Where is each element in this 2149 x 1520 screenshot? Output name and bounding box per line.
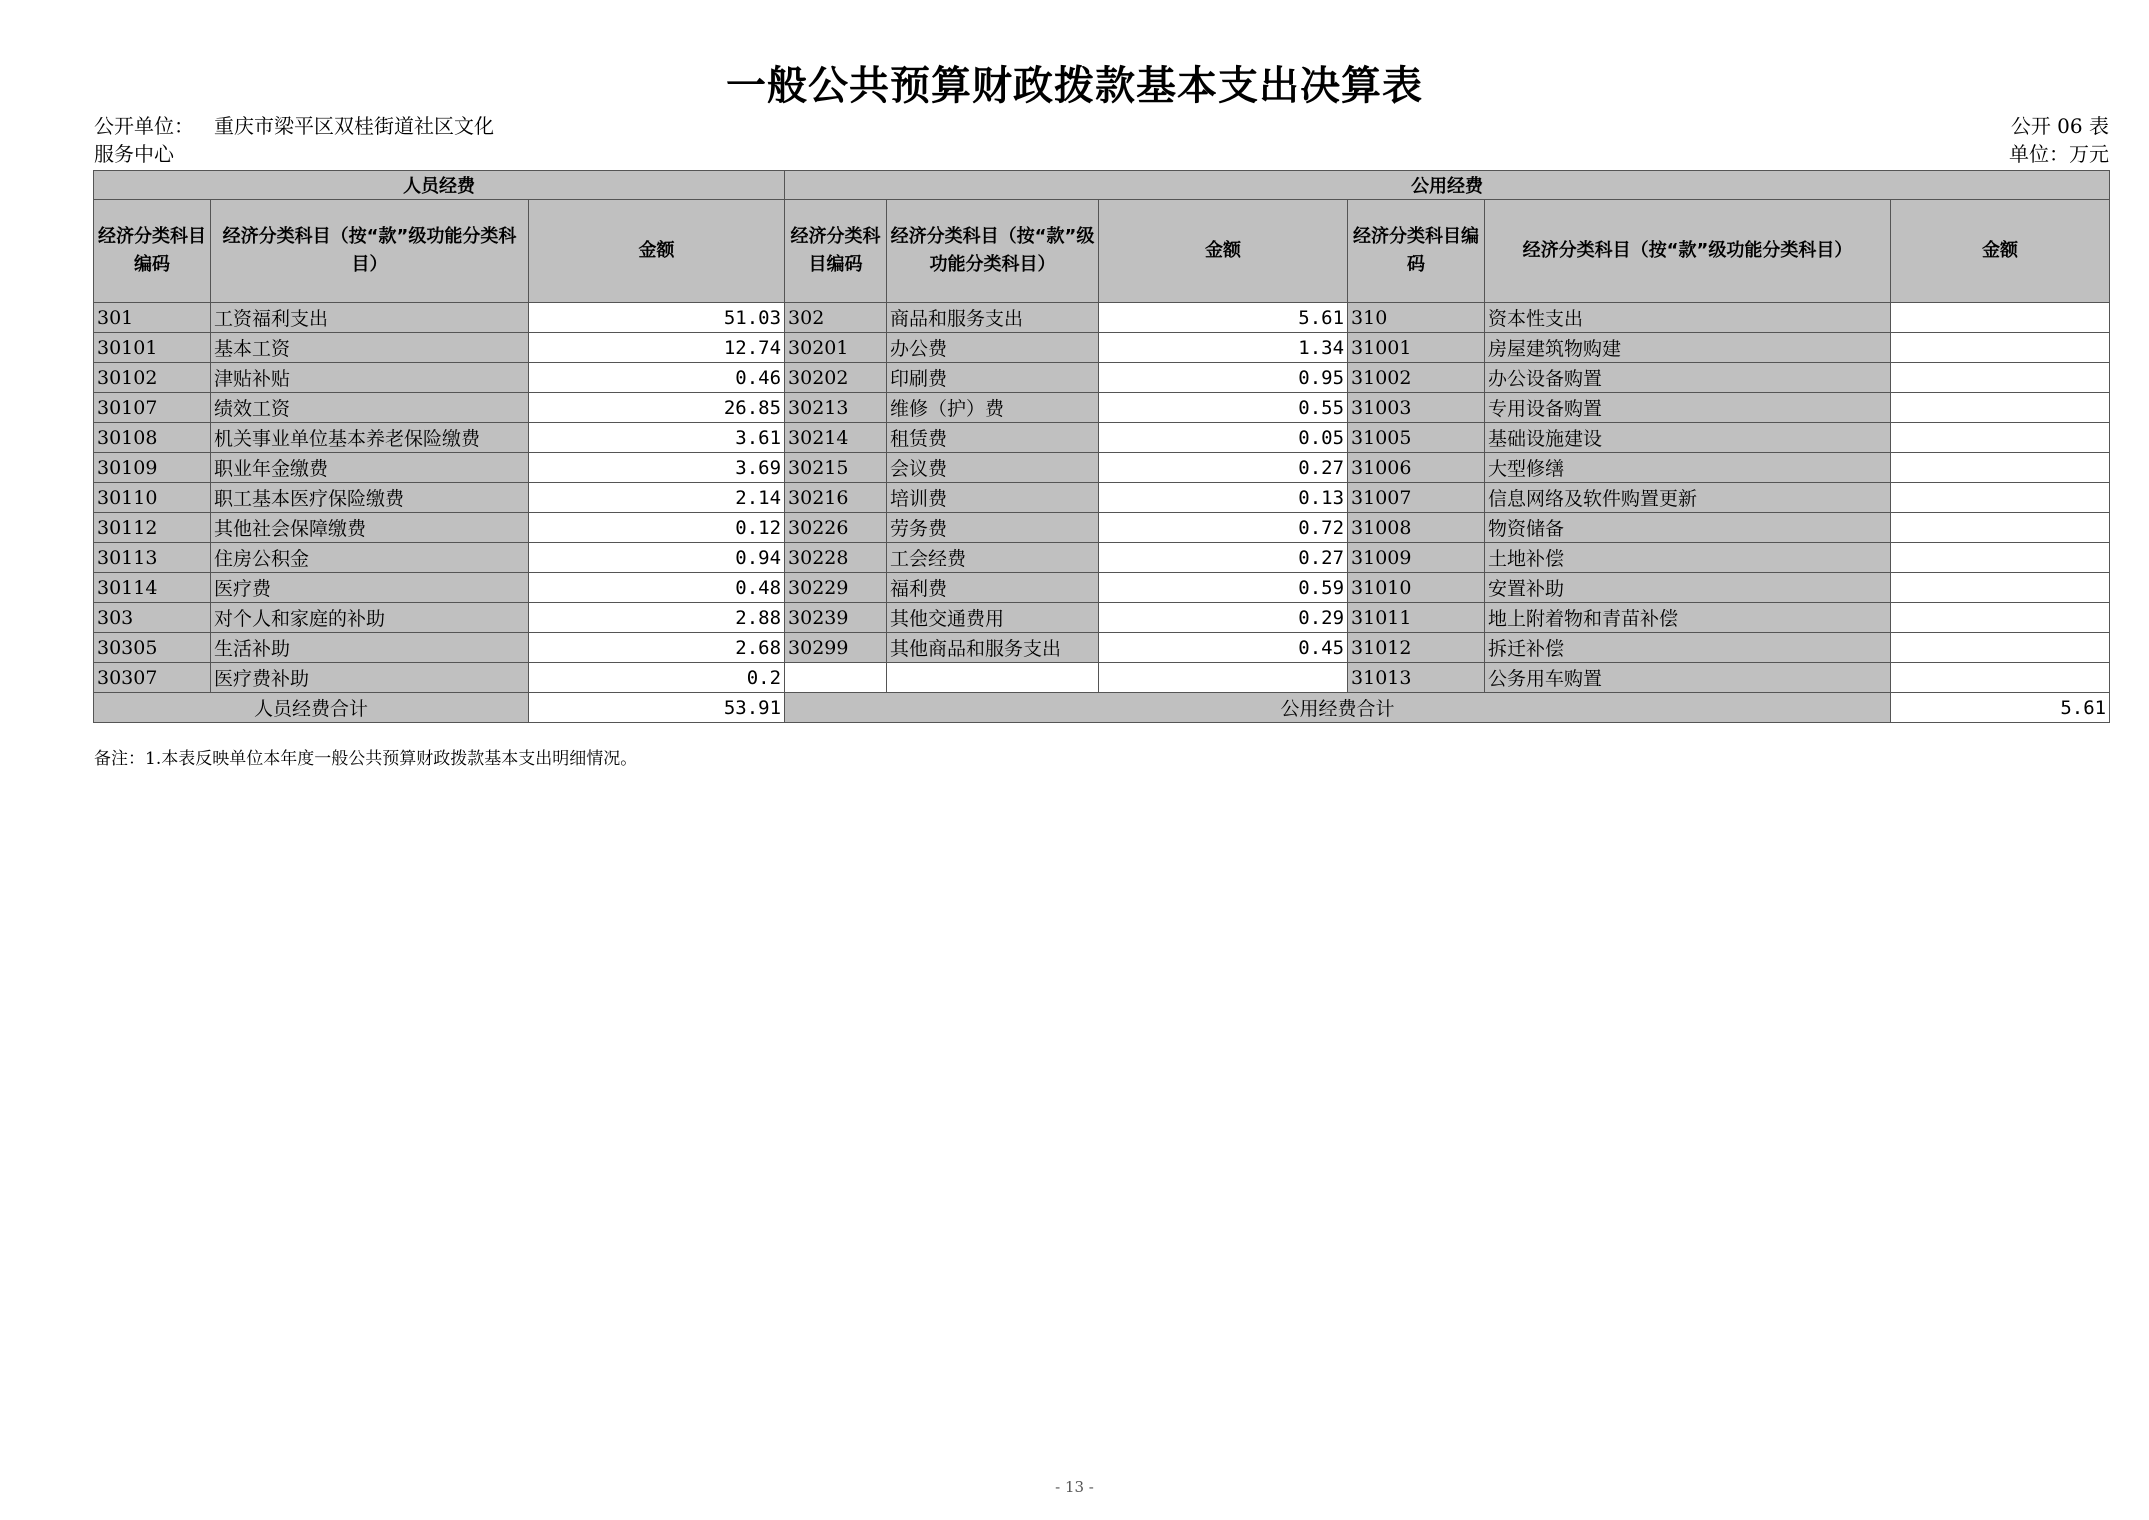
capital-amount-cell [1891,363,2110,393]
capital-amount-cell [1891,663,2110,693]
table-row [94,363,2110,393]
goods-name-cell: 其他交通费用 [887,603,1099,633]
capital-code-cell: 31005 [1348,423,1485,453]
capital-code-cell: 31013 [1348,663,1485,693]
personnel-code-cell: 30305 [94,633,211,663]
personnel-code-cell: 30113 [94,543,211,573]
goods-amount-cell [1099,663,1348,693]
table-row [94,453,2110,483]
personnel-name-cell: 工资福利支出 [211,303,529,333]
table-row [94,573,2110,603]
personnel-amount-cell: 2.88 [529,603,785,633]
personnel-code-cell: 30101 [94,333,211,363]
goods-code-cell: 30226 [785,513,887,543]
capital-amount-cell [1891,393,2110,423]
table-row [94,543,2110,573]
goods-code-cell: 30299 [785,633,887,663]
capital-name-cell: 房屋建筑物购建 [1485,333,1891,363]
personnel-total-amount: 53.91 [529,693,785,723]
goods-code-cell: 30213 [785,393,887,423]
goods-amount-cell: 0.27 [1099,543,1348,573]
table-row [94,483,2110,513]
table-row [94,513,2110,543]
personnel-amount-cell: 12.74 [529,333,785,363]
header-goods-amount: 金额 [1099,200,1348,303]
personnel-name-cell: 医疗费补助 [211,663,529,693]
capital-name-cell: 拆迁补偿 [1485,633,1891,663]
personnel-amount-cell: 0.12 [529,513,785,543]
goods-name-cell: 办公费 [887,333,1099,363]
table-row [94,393,2110,423]
capital-amount-cell [1891,303,2110,333]
personnel-name-cell: 基本工资 [211,333,529,363]
header-personnel-name: 经济分类科目（按“款”级功能分类科目） [211,200,529,303]
capital-code-cell: 31012 [1348,633,1485,663]
goods-code-cell: 30228 [785,543,887,573]
goods-amount-cell: 0.27 [1099,453,1348,483]
capital-name-cell: 安置补助 [1485,573,1891,603]
capital-code-cell: 31006 [1348,453,1485,483]
goods-code-cell: 30239 [785,603,887,633]
capital-amount-cell [1891,483,2110,513]
goods-name-cell: 维修（护）费 [887,393,1099,423]
goods-name-cell: 印刷费 [887,363,1099,393]
personnel-amount-cell: 2.14 [529,483,785,513]
goods-code-cell: 30214 [785,423,887,453]
personnel-name-cell: 职业年金缴费 [211,453,529,483]
unit-name-continued: 服务中心 [94,142,174,166]
personnel-name-cell: 医疗费 [211,573,529,603]
personnel-amount-cell: 2.68 [529,633,785,663]
personnel-code-cell: 30108 [94,423,211,453]
personnel-name-cell: 对个人和家庭的补助 [211,603,529,633]
goods-code-cell: 30216 [785,483,887,513]
public-total-amount: 5.61 [1891,693,2110,723]
goods-amount-cell: 0.95 [1099,363,1348,393]
personnel-name-cell: 津贴补贴 [211,363,529,393]
capital-name-cell: 物资储备 [1485,513,1891,543]
capital-code-cell: 310 [1348,303,1485,333]
table-row [94,633,2110,663]
capital-code-cell: 31001 [1348,333,1485,363]
capital-code-cell: 31011 [1348,603,1485,633]
header-goods-name: 经济分类科目（按“款”级功能分类科目） [887,200,1099,303]
goods-amount-cell: 0.29 [1099,603,1348,633]
personnel-amount-cell: 0.94 [529,543,785,573]
table-row [94,603,2110,633]
column-header-row [94,200,2110,303]
header-goods-code: 经济分类科目编码 [785,200,887,303]
goods-amount-cell: 5.61 [1099,303,1348,333]
capital-amount-cell [1891,603,2110,633]
capital-amount-cell [1891,633,2110,663]
goods-name-cell [887,663,1099,693]
personnel-amount-cell: 0.2 [529,663,785,693]
capital-code-cell: 31010 [1348,573,1485,603]
section-public: 公用经费 [785,171,2110,200]
personnel-amount-cell: 3.61 [529,423,785,453]
personnel-code-cell: 30307 [94,663,211,693]
table-row [94,423,2110,453]
capital-code-cell: 31003 [1348,393,1485,423]
personnel-code-cell: 30102 [94,363,211,393]
unit-name: 重庆市梁平区双桂街道社区文化 [214,114,494,138]
unit-label: 公开单位： [94,114,194,138]
capital-name-cell: 土地补偿 [1485,543,1891,573]
table-row [94,663,2110,693]
personnel-name-cell: 绩效工资 [211,393,529,423]
goods-amount-cell: 0.05 [1099,423,1348,453]
header-capital-amount: 金额 [1891,200,2110,303]
section-personnel: 人员经费 [94,171,785,200]
capital-code-cell: 31008 [1348,513,1485,543]
header-capital-name: 经济分类科目（按“款”级功能分类科目） [1485,200,1891,303]
capital-name-cell: 资本性支出 [1485,303,1891,333]
personnel-amount-cell: 0.48 [529,573,785,603]
public-total-label: 公用经费合计 [785,693,1891,723]
currency-unit: 单位：万元 [2009,142,2109,166]
totals-row [94,693,2110,723]
capital-name-cell: 基础设施建设 [1485,423,1891,453]
table-meta [2009,112,2109,168]
capital-name-cell: 公务用车购置 [1485,663,1891,693]
goods-amount-cell: 0.13 [1099,483,1348,513]
goods-amount-cell: 0.59 [1099,573,1348,603]
goods-name-cell: 商品和服务支出 [887,303,1099,333]
personnel-name-cell: 其他社会保障缴费 [211,513,529,543]
expenditure-table [93,170,2110,723]
goods-code-cell: 30201 [785,333,887,363]
header-capital-code: 经济分类科目编码 [1348,200,1485,303]
capital-name-cell: 信息网络及软件购置更新 [1485,483,1891,513]
page-title: 一般公共预算财政拨款基本支出决算表 [726,63,1423,109]
capital-amount-cell [1891,513,2110,543]
goods-amount-cell: 1.34 [1099,333,1348,363]
table-number: 公开 06 表 [2010,114,2109,138]
capital-amount-cell [1891,543,2110,573]
capital-name-cell: 地上附着物和青苗补偿 [1485,603,1891,633]
table-body [94,303,2110,723]
capital-amount-cell [1891,453,2110,483]
capital-name-cell: 办公设备购置 [1485,363,1891,393]
personnel-name-cell: 住房公积金 [211,543,529,573]
personnel-name-cell: 职工基本医疗保险缴费 [211,483,529,513]
personnel-name-cell: 机关事业单位基本养老保险缴费 [211,423,529,453]
personnel-amount-cell: 26.85 [529,393,785,423]
table-note: 备注：1.本表反映单位本年度一般公共预算财政拨款基本支出明细情况。 [94,749,638,769]
goods-name-cell: 工会经费 [887,543,1099,573]
goods-name-cell: 其他商品和服务支出 [887,633,1099,663]
personnel-code-cell: 30110 [94,483,211,513]
personnel-code-cell: 30109 [94,453,211,483]
goods-name-cell: 培训费 [887,483,1099,513]
goods-code-cell: 30229 [785,573,887,603]
personnel-amount-cell: 0.46 [529,363,785,393]
goods-name-cell: 会议费 [887,453,1099,483]
header-personnel-amount: 金额 [529,200,785,303]
capital-amount-cell [1891,333,2110,363]
unit-info [94,112,494,168]
capital-code-cell: 31009 [1348,543,1485,573]
personnel-total-label: 人员经费合计 [94,693,529,723]
personnel-name-cell: 生活补助 [211,633,529,663]
goods-amount-cell: 0.45 [1099,633,1348,663]
capital-code-cell: 31002 [1348,363,1485,393]
goods-code-cell [785,663,887,693]
capital-name-cell: 大型修缮 [1485,453,1891,483]
capital-name-cell: 专用设备购置 [1485,393,1891,423]
goods-amount-cell: 0.72 [1099,513,1348,543]
capital-amount-cell [1891,423,2110,453]
personnel-code-cell: 30114 [94,573,211,603]
header-personnel-code: 经济分类科目编码 [94,200,211,303]
goods-code-cell: 302 [785,303,887,333]
personnel-code-cell: 301 [94,303,211,333]
personnel-code-cell: 30112 [94,513,211,543]
table-row [94,333,2110,363]
personnel-amount-cell: 51.03 [529,303,785,333]
section-header-row [94,171,2110,200]
capital-code-cell: 31007 [1348,483,1485,513]
capital-amount-cell [1891,573,2110,603]
goods-code-cell: 30215 [785,453,887,483]
goods-name-cell: 劳务费 [887,513,1099,543]
personnel-amount-cell: 3.69 [529,453,785,483]
goods-name-cell: 福利费 [887,573,1099,603]
table-row [94,303,2110,333]
page-number: - 13 - [1055,1478,1094,1496]
goods-code-cell: 30202 [785,363,887,393]
personnel-code-cell: 30107 [94,393,211,423]
goods-name-cell: 租赁费 [887,423,1099,453]
personnel-code-cell: 303 [94,603,211,633]
goods-amount-cell: 0.55 [1099,393,1348,423]
